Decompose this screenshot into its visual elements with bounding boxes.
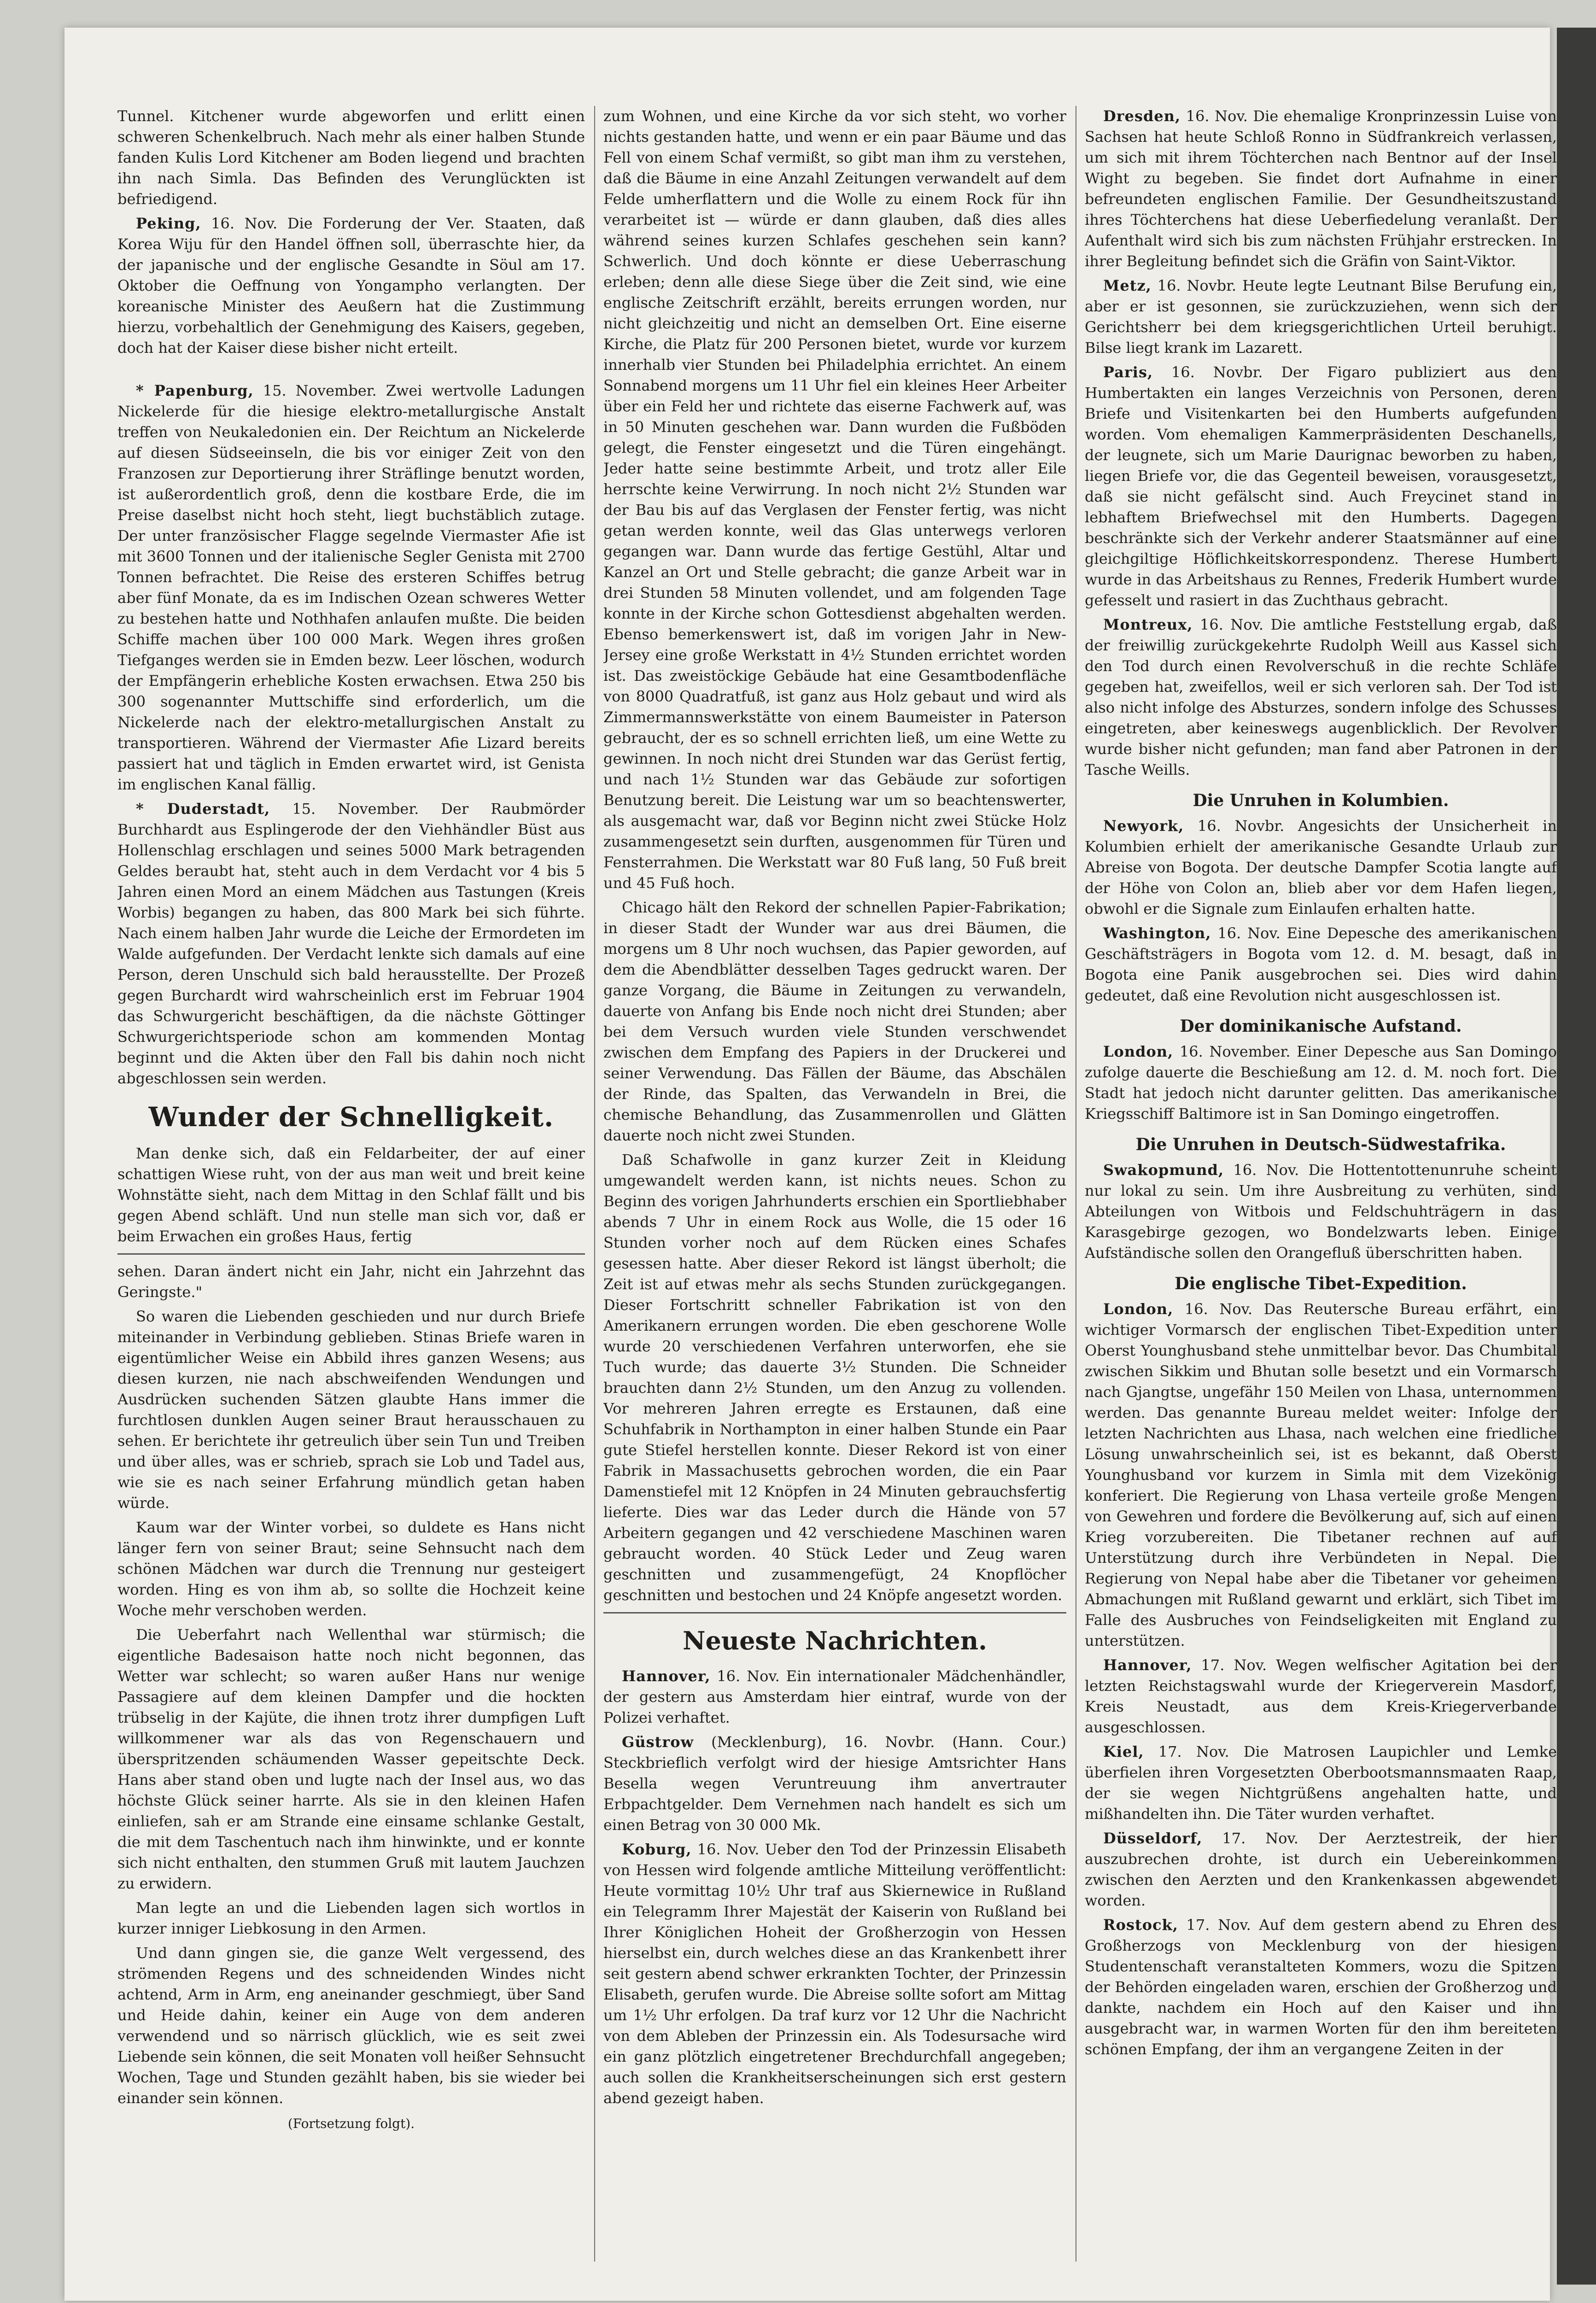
dateline: Newyork, — [1103, 817, 1184, 835]
dateline: * Papenburg, — [136, 382, 254, 399]
news-item — [117, 213, 585, 358]
news-item-text: 15. November. Der Raubmörder Burchhardt aus Esplingerode der den Viehhändler Büst aus Hollenschlag erschlagen und seines 5000 Mark betragenden Geldes beraubt hat, steht auch in dem Verdacht vor 4 bis 5 Jahren einen Mord an einem Mädchen aus Tastungen (Kreis Worbis) begangen zu haben, das 800 Mark bei sich führte. Nach einem halben Jahr wurde die Leiche der Ermordeten im Walde aufgefunden. Der Verdacht lenkte sich damals auf eine Person, deren Unschuld sich bald herausstellte. Der Prozeß gegen Burchardt wird wahrscheinlich erst im Februar 1904 das Schwurgericht beschäftigen, da die nächste Göttinger Schwurgerichtsperiode schon am kommenden Montag beginnt und die Akten über den Fall bis dahin noch nicht abgeschlossen sein werden. — [117, 800, 585, 1087]
column-3 — [1085, 106, 1557, 2262]
column-divider-1 — [594, 106, 595, 2262]
news-item — [1085, 1828, 1557, 1911]
news-item-text: 16. Novbr. Der Figaro publiziert aus den Humbertakten ein langes Verzeichnis von Personen, deren Briefe und Visitenkarten bei den Humberts aufgefunden worden. Vom ehemaligen Kammerpräsidenten Deschanells, der leugnete, sich um Marie Daurignac beworben zu haben, liegen Briefe vor, die das Gegenteil beweisen, vorausgesetzt, daß sie nicht gefälscht sind. Auch Freycinet stand in lebhaftem Briefwechsel mit den Humberts. Dagegen beschränkte sich der Verkehr anderer Staatsmänner auf eine gleichgiltige Höflichkeitskorrespondenz. Therese Humbert wurde in das Arbeitshaus zu Rennes, Frederik Humbert wurde gefesselt und rasiert in das Zuchthaus gebracht. — [1085, 363, 1557, 609]
section-heading: Der dominikanische Aufstand. — [1180, 1017, 1462, 1036]
serial-text: sehen. Daran ändert nicht ein Jahr, nicht ein Jahrzehnt das Geringste." — [117, 1263, 585, 1301]
dateline: Swakopmund, — [1103, 1161, 1224, 1179]
article-text: Man denke sich, daß ein Feldarbeiter, der auf einer schattigen Wiese ruht, von der aus man weit und breit keine Wohnstätte sieht, nach dem Mittag in den Schlaf fällt und bis gegen Abend schläft. Und nun stelle man sich vor, daß er beim Erwachen ein großes Haus, fertig — [117, 1145, 585, 1245]
news-item-text: 16. Novbr. Angesichts der Unsicherheit in Kolumbien erhielt der amerikanische Gesandte Urlaub zur Abreise von Bogota. Der deutsche Dampfer Scotia langte auf der Höhe von Colon an, blieb aber vor dem Hafen liegen, obwohl er die Signale zum Einlaufen erhalten hatte. — [1085, 817, 1557, 918]
dateline: Washington, — [1103, 924, 1211, 942]
news-item-text: 15. November. Zwei wertvolle Ladungen Nickelerde für die hiesige elektro-metallurgische Anstalt treffen von Neukaledonien ein. Der Reichtum an Nickelerde auf diesen Südseeinseln, die bis vor einiger Zeit von den Franzosen zur Deportierung ihrer Sträflinge benutzt worden, ist außerordentlich groß, denn die kostbare Erde, die im Preise daselbst nicht hoch steht, liegt buchstäblich zutage. Der unter französischer Flagge segelnde Viermaster Afie ist mit 3600 Tonnen und der italienische Segler Genista mit 2700 Tonnen befrachtet. Die Reise des ersteren Schiffes betrug aber fünf Monate, da es im Indischen Ozean schweres Wetter zu bestehen hatte und Nothhafen anlaufen mußte. Die beiden Schiffe machen über 100 000 Mark. Wegen ihres großen Tiefganges werden sie in Emden bezw. Leer löschen, wodurch der Empfängerin erhebliche Kosten erwachsen. Etwa 250 bis 300 sogenannter Muttschiffe sind erforderlich, um die Nickelerde nach der elektro-metallurgischen Anstalt zu transportieren. Während der Viermaster Afie Lizard bereits passiert hat und täglich in Emden erwartet wird, ist Genista im englischen Kanal fällig. — [117, 382, 585, 793]
section-heading: Die Unruhen in Deutsch-Südwestafrika. — [1135, 1135, 1506, 1154]
news-item-text: 16. Nov. Die ehemalige Kronprinzessin Luise von Sachsen hat heute Schloß Ronno in Südfrankreich verlassen, um sich mit ihrem Töchterchen nach Bentnor auf der Insel Wight zu begeben. Sie findet dort Aufnahme in einer befreundeten englischen Familie. Der Gesundheitszustand ihres Töchterchens hat diese Ueberfiedelung veranlaßt. Der Aufenthalt wird sich bis zum nächsten Frühjahr erstrecken. In ihrer Begleitung befindet sich die Gräfin von Saint-Viktor. — [1085, 107, 1557, 270]
news-item — [117, 380, 585, 795]
news-item-text: 16. Nov. Die amtliche Feststellung ergab, daß der freiwillig zurückgekehrte Rudolph Weill aus Kassel sich den Tod durch einen Revolverschuß in die rechte Schläfe gegeben hat, zweifellos, weil er sich verloren sah. Der Tod ist also nicht infolge des Absturzes, sondern infolge des Schusses eingetreten, aber keineswegs augenblicklich. Der Revolver wurde bisher nicht gefunden; man fand aber Patronen in der Tasche Weills. — [1085, 616, 1557, 778]
serial-text: Kaum war der Winter vorbei, so duldete es Hans nicht länger fern von seiner Braut; seine Sehnsucht nach dem schönen Mädchen war durch die Trennung nur gesteigert worden. Hing es von ihm ab, so sollte die Hochzeit keine Woche mehr verschoben werden. — [117, 1519, 585, 1619]
feature-headline: Wunder der Schnelligkeit. — [148, 1101, 554, 1133]
serial-text: Man legte an und die Liebenden lagen sich wortlos in kurzer inniger Liebkosung in den Armen. — [117, 1899, 585, 1937]
news-item — [1085, 1742, 1557, 1824]
dateline: * Duderstadt, — [136, 800, 270, 818]
news-item-text: 17. Nov. Wegen welfischer Agitation bei der letzten Reichstagswahl wurde der Kriegerverein Masdorf, Kreis Neustadt, aus dem Kreis-Kriegerverbande ausgeschlossen. — [1085, 1656, 1557, 1736]
news-item-text: 16. Nov. Die Hottentottenunruhe scheint nur lokal zu sein. Um ihre Ausbreitung zu verhüten, sind Abteilungen von Witbois und Feldschuhträgern in das Karasgebirge gezogen, wo Bondelzwarts leben. Einige Aufständische sollen den Orangefluß überschritten haben. — [1085, 1161, 1557, 1262]
news-item-text: 17. Nov. Auf dem gestern abend zu Ehren des Großherzogs von Mecklenburg von der hiesigen Studentenschaft veranstalteten Kommers, wozu die Spitzen der Behörden eingeladen waren, erschien der Großherzog und dankte, nachdem ein Hoch auf den Kaiser und ihn ausgebracht war, in warmen Worten für den ihm bereiteten schönen Empfang, der ihm an vergangene Zeiten in der — [1085, 1916, 1557, 2058]
column-1 — [117, 106, 585, 2262]
section-heading: Die Unruhen in Kolumbien. — [1193, 791, 1449, 810]
section-rule — [117, 1253, 585, 1255]
serial-text: Und dann gingen sie, die ganze Welt vergessend, des strömenden Regens und des schneidenden Windes nicht achtend, Arm in Arm, eng aneinander geschmiegt, über Sand und Heide dahin, keiner ein Auge von dem anderen verwendend und so närrisch glücklich, wie es seit zwei Liebende sein können, die seit Monaten voll heißer Sehnsucht Wochen, Tage und Stunden gezählt haben, bis sie wieder bei einander sein können. — [117, 1944, 585, 2107]
section-rule — [603, 1612, 1066, 1613]
section-headline: Neueste Nachrichten. — [683, 1626, 987, 1655]
dateline: Hannover, — [622, 1667, 711, 1685]
news-item — [1085, 1299, 1557, 1651]
column-2 — [603, 106, 1066, 2262]
news-item-text: 16. November. Einer Depesche aus San Domingo zufolge dauerte die Beschießung am 12. d. M. noch fort. Die Stadt hat jedoch nicht darunter gelitten. Das amerikanische Kriegsschiff Baltimore ist in San Domingo eingetroffen. — [1085, 1043, 1557, 1122]
news-item — [603, 1839, 1066, 2109]
news-item — [1085, 1915, 1557, 2060]
dateline: Peking, — [136, 215, 201, 232]
news-item — [1085, 275, 1557, 358]
serial-text: Die Ueberfahrt nach Wellenthal war stürmisch; die eigentliche Badesaison hatte noch nicht begonnen, das Wetter war schlecht; so waren außer Hans nur wenige Passagiere auf dem kleinen Dampfer und die hockten trübselig in der Kajüte, die ihnen trotz ihrer dumpfigen Luft willkommener war als das von Regenschauern und überspritzenden schäumenden Wasser gepeitschte Deck. Hans aber stand oben und lugte nach der Insel aus, wo das höchste Glück seiner harrte. Als sie in den kleinen Hafen einliefen, sah er am Strande eine einsame schlanke Gestalt, die mit dem Taschentuch nach ihm hinwinkte, und er konnte sich nicht enthalten, den stummen Gruß mit lautem Jauchzen zu erwidern. — [117, 1626, 585, 1892]
dateline: Düsseldorf, — [1103, 1830, 1203, 1847]
news-item — [603, 1666, 1066, 1728]
spacer — [117, 362, 585, 380]
news-item — [1085, 1655, 1557, 1738]
news-item — [1085, 816, 1557, 919]
dateline: Rostock, — [1103, 1916, 1178, 1934]
dateline: Metz, — [1103, 277, 1152, 294]
dateline: London, — [1103, 1300, 1174, 1318]
dateline: Hannover, — [1103, 1656, 1192, 1674]
news-item-text: 16. Nov. Ein internationaler Mädchenhändler, der gestern aus Amsterdam hier eintraf, wurde von der Polizei verhaftet. — [603, 1667, 1066, 1726]
news-item — [117, 799, 585, 1089]
news-item — [1085, 106, 1557, 272]
news-item-text: 16. Novbr. Heute legte Leutnant Bilse Berufung ein, aber er ist gesonnen, sie zurückzuziehen, wenn sich der Gerichtsherr bei dem kriegsgerichtlichen Urteil beruhigt. Bilse liegt krank im Lazarett. — [1085, 277, 1557, 357]
section-heading: Die englische Tibet-Expedition. — [1175, 1274, 1467, 1293]
news-item-text: 16. Nov. Das Reutersche Bureau erfährt, ein wichtiger Vormarsch der englischen Tibet-Expedition unter Oberst Younghusband stehe unmittelbar bevor. Das Chumbital zwischen Sikkim und Bhutan solle besetzt und ein Vormarsch nach Gjangtse, ungefähr 150 Meilen von Lhasa, unternommen werden. Das genannte Bureau meldet weiter: Infolge der letzten Nachrichten aus Lhasa, nach welchen eine friedliche Lösung unwahrscheinlich sei, ist es bekannt, daß Oberst Younghusband vor kurzem in Simla mit dem Vizekönig konferiert. Die Regierung von Lhasa verteile große Mengen von Gewehren und fordere die Bevölkerung auf, sich auf einen Krieg vorzubereiten. Die Tibetaner rechnen auf auf Unterstützung durch ihre Verbündeten in Nepal. Die Regierung von Nepal habe aber die Tibetaner vor geheimen Abmachungen mit Rußland gewarnt und erklärt, sich Tibet im Falle des Ausbruches von Feindseligkeiten mit England zu unterstützen. — [1085, 1300, 1557, 1649]
dateline: Paris, — [1103, 363, 1153, 381]
news-item — [1085, 614, 1557, 780]
news-item-text: (Mecklenburg), 16. Novbr. (Hann. Cour.) Steckbrieflich verfolgt wird der hiesige Amtsrichter Hans Besella wegen Veruntreuung ihm anvertrauter Erbpachtgelder. Dem Vernehmen nach handelt es sich um einen Betrag von 30 000 Mk. — [603, 1733, 1066, 1834]
news-item-text: 17. Nov. Die Matrosen Laupichler und Lemke überfielen ihren Vorgesetzten Oberbootsmannsmaaten Raap, der sie wegen Nichtgrüßens angehalten hatte, und mißhandelten ihn. Die Täter wurden verhaftet. — [1085, 1743, 1557, 1823]
news-item-text: 17. Nov. Der Aerztestreik, der hier auszubrechen drohte, ist durch ein Uebereinkommen zwischen den Aerzten und den Krankenkassen abgewendet worden. — [1085, 1830, 1557, 1909]
news-item — [1085, 1041, 1557, 1124]
dateline: Koburg, — [622, 1841, 692, 1858]
article-text: Daß Schafwolle in ganz kurzer Zeit in Kleidung umgewandelt werden kann, ist nichts neues. Schon zu Beginn des vorigen Jahrhunderts erschien ein Sportliebhaber abends 7 Uhr in einem Rock aus Wolle, die 15 oder 16 Stunden vorher noch auf dem Rücken eines Schafes gesessen hatte. Aber dieser Rekord ist längst überholt; die Zeit ist auf etwas mehr als sechs Stunden zurückgegangen. Dieser Fortschritt schneller Fabrikation ist von den Amerikanern errungen worden. Die eben geschorene Wolle wurde 20 verschiedenen Verfahren unterworfen, ehe sie Tuch wurde; das dauerte 3½ Stunden. Die Schneider brauchten dann 2½ Stunden, um den Anzug zu vollenden. Vor mehreren Jahren erregte es Erstaunen, daß eine Schuhfabrik in Northampton in einer halben Stunde ein Paar gute Stiefel herstellen konnte. Dieser Rekord ist von einer Fabrik in Massachusetts gebrochen worden, die ein Paar Damenstiefel mit 12 Knöpfen in 24 Minuten gebrauchsfertig lieferte. Dies war das Leder durch die Hände von 57 Arbeitern gegangen und 42 verschiedene Maschinen waren gebraucht worden. 40 Stück Leder und Zeug waren geschnitten und zusammengefügt, 24 Knopflöcher geschnitten und bestochen und 24 Knöpfe angesetzt worden. — [603, 1151, 1066, 1604]
dateline: Montreux, — [1103, 616, 1193, 633]
article-text: Tunnel. Kitchener wurde abgeworfen und erlitt einen schweren Schenkelbruch. Nach mehr als einer halben Stunde fanden Kulis Lord Kitchener am Boden liegend und brachten ihn nach Simla. Das Befinden des Verunglückten ist befriedigend. — [117, 107, 585, 208]
page-edge-shadow — [1557, 28, 1596, 2285]
article-text: zum Wohnen, und eine Kirche da vor sich steht, wo vorher nichts gestanden hatte, und wenn er ein paar Bäume und das Fell von einem Schaf vermißt, so gibt man ihm zu verstehen, daß die Bäume in eine Anzahl Zeitungen verwandelt auf dem Felde umherflattern und die Wolle zu einem Rock für ihn verarbeitet ist — würde er dann glauben, daß dies alles während seines kurzen Schlafes geschehen sein kann? Schwerlich. Und doch könnte er diese Ueberraschung erleben; denn alle diese Siege über die Zeit sind, wie eine englische Zeitschrift erzählt, bereits errungen worden, nur nicht gleichzeitig und nicht an demselben Ort. Eine eiserne Kirche, die Platz für 200 Personen bietet, wurde vor kurzem innerhalb vier Stunden bei Philadelphia errichtet. An einem Sonnabend morgens um 11 Uhr fiel ein kleines Heer Arbeiter über ein Feld her und richtete das eiserne Fachwerk auf, was in 50 Minuten geschehen war. Dann wurden die Fußböden gelegt, die Fenster eingesetzt und die Türen eingehängt. Jeder hatte seine bestimmte Arbeit, und trotz aller Eile herrschte keine Verwirrung. In noch nicht 2½ Stunden war der Bau bis auf das Verglasen der Fenster fertig, was nicht getan werden konnte, weil das Glas unterwegs verloren gegangen war. Dann wurde das fertige Gestühl, Altar und Kanzel an Ort und Stelle gebracht; die ganze Arbeit war in drei Stunden 58 Minuten vollendet, und am folgenden Tage konnte in der Kirche schon Gottesdienst abgehalten werden. Ebenso bemerkenswert ist, daß im vorigen Jahr in New-Jersey eine große Werkstatt in 4½ Stunden errichtet worden ist. Das zweistöckige Gebäude hat eine Gesamtbodenfläche von 8000 Quadratfuß, ist ganz aus Holz gebaut und wird als Zimmermannswerkstätte von einem Baumeister in Paterson gebraucht, der es so schnell errichten ließ, um eine Wette zu gewinnen. In noch nicht drei Stunden war das Gerüst fertig, und nach 1½ Stunden war das Gebäude zur sofortigen Benutzung bereit. Die Leistung war um so beachtenswerter, als ausgemacht war, daß vor Beginn nicht zwei Stücke Holz zusammengesetzt sein durften, ausgenommen für Türen und Fensterrahmen. Die Werkstatt war 80 Fuß lang, 50 Fuß breit und 45 Fuß hoch. — [603, 107, 1066, 892]
news-item-text: 16. Nov. Eine Depesche des amerikanischen Geschäftsträgers in Bogota vom 12. d. M. besagt, daß in Bogota eine Panik ausgebrochen sei. Dies wird dahin gedeutet, daß eine Revolution nicht ausgeschlossen ist. — [1085, 924, 1557, 1004]
dateline: London, — [1103, 1043, 1174, 1060]
news-item-text: 16. Nov. Ueber den Tod der Prinzessin Elisabeth von Hessen wird folgende amtliche Mitteilung veröffentlicht: Heute vormittag 10½ Uhr traf aus Skiernewice in Rußland ein Telegramm Ihrer Majestät der Kaiserin von Rußland bei Ihrer Königlichen Hoheit der Großherzogin von Hessen hierselbst ein, durch welches diese an das Krankenbett ihrer seit gestern abend schwer erkrankten Tochter, der Prinzessin Elisabeth, gerufen wurde. Die Abreise sollte sofort am Mittag um 1½ Uhr erfolgen. Da traf kurz vor 12 Uhr die Nachricht von dem Ableben der Prinzessin ein. Als Todesursache wird ein ganz plötzlich eingetretener Brechdurchfall angegeben; auch sollen die Krankheitserscheinungen sich erst gestern abend gezeigt haben. — [603, 1841, 1066, 2107]
serial-text: So waren die Liebenden geschieden und nur durch Briefe miteinander in Verbindung geblieben. Stinas Briefe waren in eigentümlicher Weise ein Abbild ihres ganzen Wesens; aus diesen kurzen, nie nach abschweifenden Wendungen und Ausdrücken suchenden Sätzen glaubte Hans immer die furchtlosen dunklen Augen seiner Braut herausschauen zu sehen. Er berichtete ihr getreulich über sein Tun und Treiben und über alles, was er schrieb, sprach sie Lob und Tadel aus, wie sie es nach seiner Erfahrung mündlich getan haben würde. — [117, 1308, 585, 1512]
news-item — [603, 1732, 1066, 1835]
news-item — [1085, 1160, 1557, 1263]
news-item-text: 16. Nov. Die Forderung der Ver. Staaten, daß Korea Wiju für den Handel öffnen soll, überraschte hier, da der japanische und der englische Gesandte in Söul am 17. Oktober die Oeffnung von Yongampho verlangten. Der koreanische Minister des Aeußern hat die Zustimmung hierzu, vorbehaltlich der Genehmigung des Kaisers, gegeben, doch hat der Kaiser diese bisher nicht erteilt. — [117, 215, 585, 357]
news-item — [1085, 362, 1557, 611]
dateline: Dresden, — [1103, 107, 1181, 125]
article-text: Chicago hält den Rekord der schnellen Papier-Fabrikation; in dieser Stadt der Wunder war aus drei Bäumen, die morgens um 8 Uhr noch wuchsen, das Papier geworden, auf dem die Abendblätter desselben Tages gedruckt waren. Der ganze Vorgang, die Bäume in Zeitungen zu verwandeln, dauerte von Anfang bis Ende noch nicht drei Stunden; aber bei dem Versuch wurden viele Stunden verschwendet zwischen dem Empfang des Papiers in der Druckerei und seiner Verwendung. Das Fällen der Bäume, das Abschälen der Rinde, das Spalten, das Verwandeln in Brei, die chemische Behandlung, das Zusammenrollen und Glätten dauerte noch nicht zwei Stunden. — [603, 899, 1066, 1144]
dateline: Güstrow — [622, 1733, 694, 1751]
news-item — [1085, 923, 1557, 1006]
dateline: Kiel, — [1103, 1743, 1144, 1760]
continuation-note: (Fortsetzung folgt). — [287, 2116, 415, 2131]
